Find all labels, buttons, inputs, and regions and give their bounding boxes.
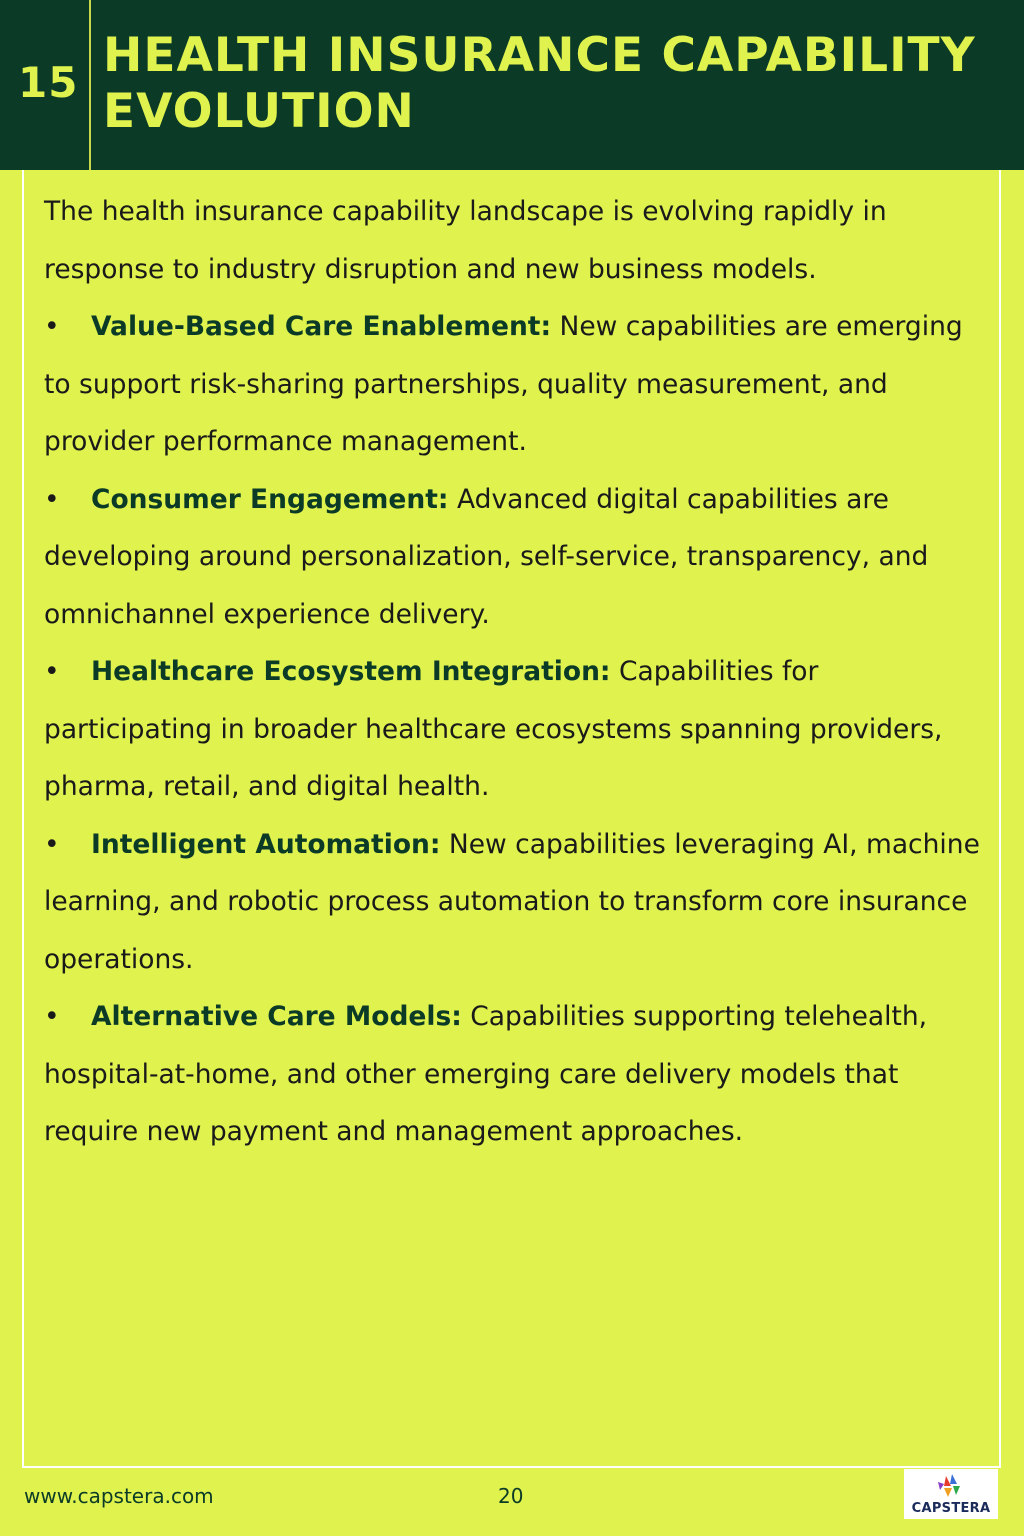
bullet-icon: • [44,483,60,515]
intro-paragraph: The health insurance capability landscape is evolving rapidly in response to industry disruption and new business models. [44,196,887,285]
bullet-heading: Alternative Care Models: [91,1001,462,1032]
body-text [44,183,984,1161]
bullet-text: Capabilities for participating in broader healthcare ecosystems spanning providers, pharma, retail, and digital health. [44,656,943,802]
logo-text: CAPSTERA [911,1501,991,1516]
bullet-item [44,471,984,644]
bullet-icon: • [44,311,60,342]
capstera-logo [904,1469,998,1519]
bullet-icon: • [44,1001,60,1032]
bullet-text: Capabilities supporting telehealth, hospital-at-home, and other emerging care delivery models that require new payment and management approaches. [44,1001,928,1147]
bullet-icon: • [44,828,60,860]
capstera-logo-icon [926,1472,976,1500]
header-divider [89,0,91,170]
bullet-heading: Value-Based Care Enablement: [91,311,552,342]
bullet-item [44,643,984,816]
bullet-item [44,988,984,1161]
bullet-item [44,298,984,471]
bullet-item [44,816,984,989]
section-number: 15 [18,58,79,107]
bullet-heading: Consumer Engagement: [91,483,449,515]
footer-website-link[interactable]: www.capstera.com [24,1484,214,1508]
page-title: HEALTH INSURANCE CAPABILITY EVOLUTION [103,28,976,139]
bullet-heading: Healthcare Ecosystem Integration: [91,656,611,687]
bullet-text: Advanced digital capabilities are developing around personalization, self-service, transparency, and omnichannel experience delivery. [44,483,929,630]
page-number: 20 [498,1484,524,1508]
bullet-text: New capabilities leveraging AI, machine learning, and robotic process automation to transform core insurance operations. [44,828,980,975]
bullet-heading: Intelligent Automation: [91,828,441,860]
bullet-icon: • [44,656,60,687]
page-header [0,0,1024,170]
bullet-text: New capabilities are emerging to support risk-sharing partnerships, quality measurement, and provider performance management. [44,311,963,457]
